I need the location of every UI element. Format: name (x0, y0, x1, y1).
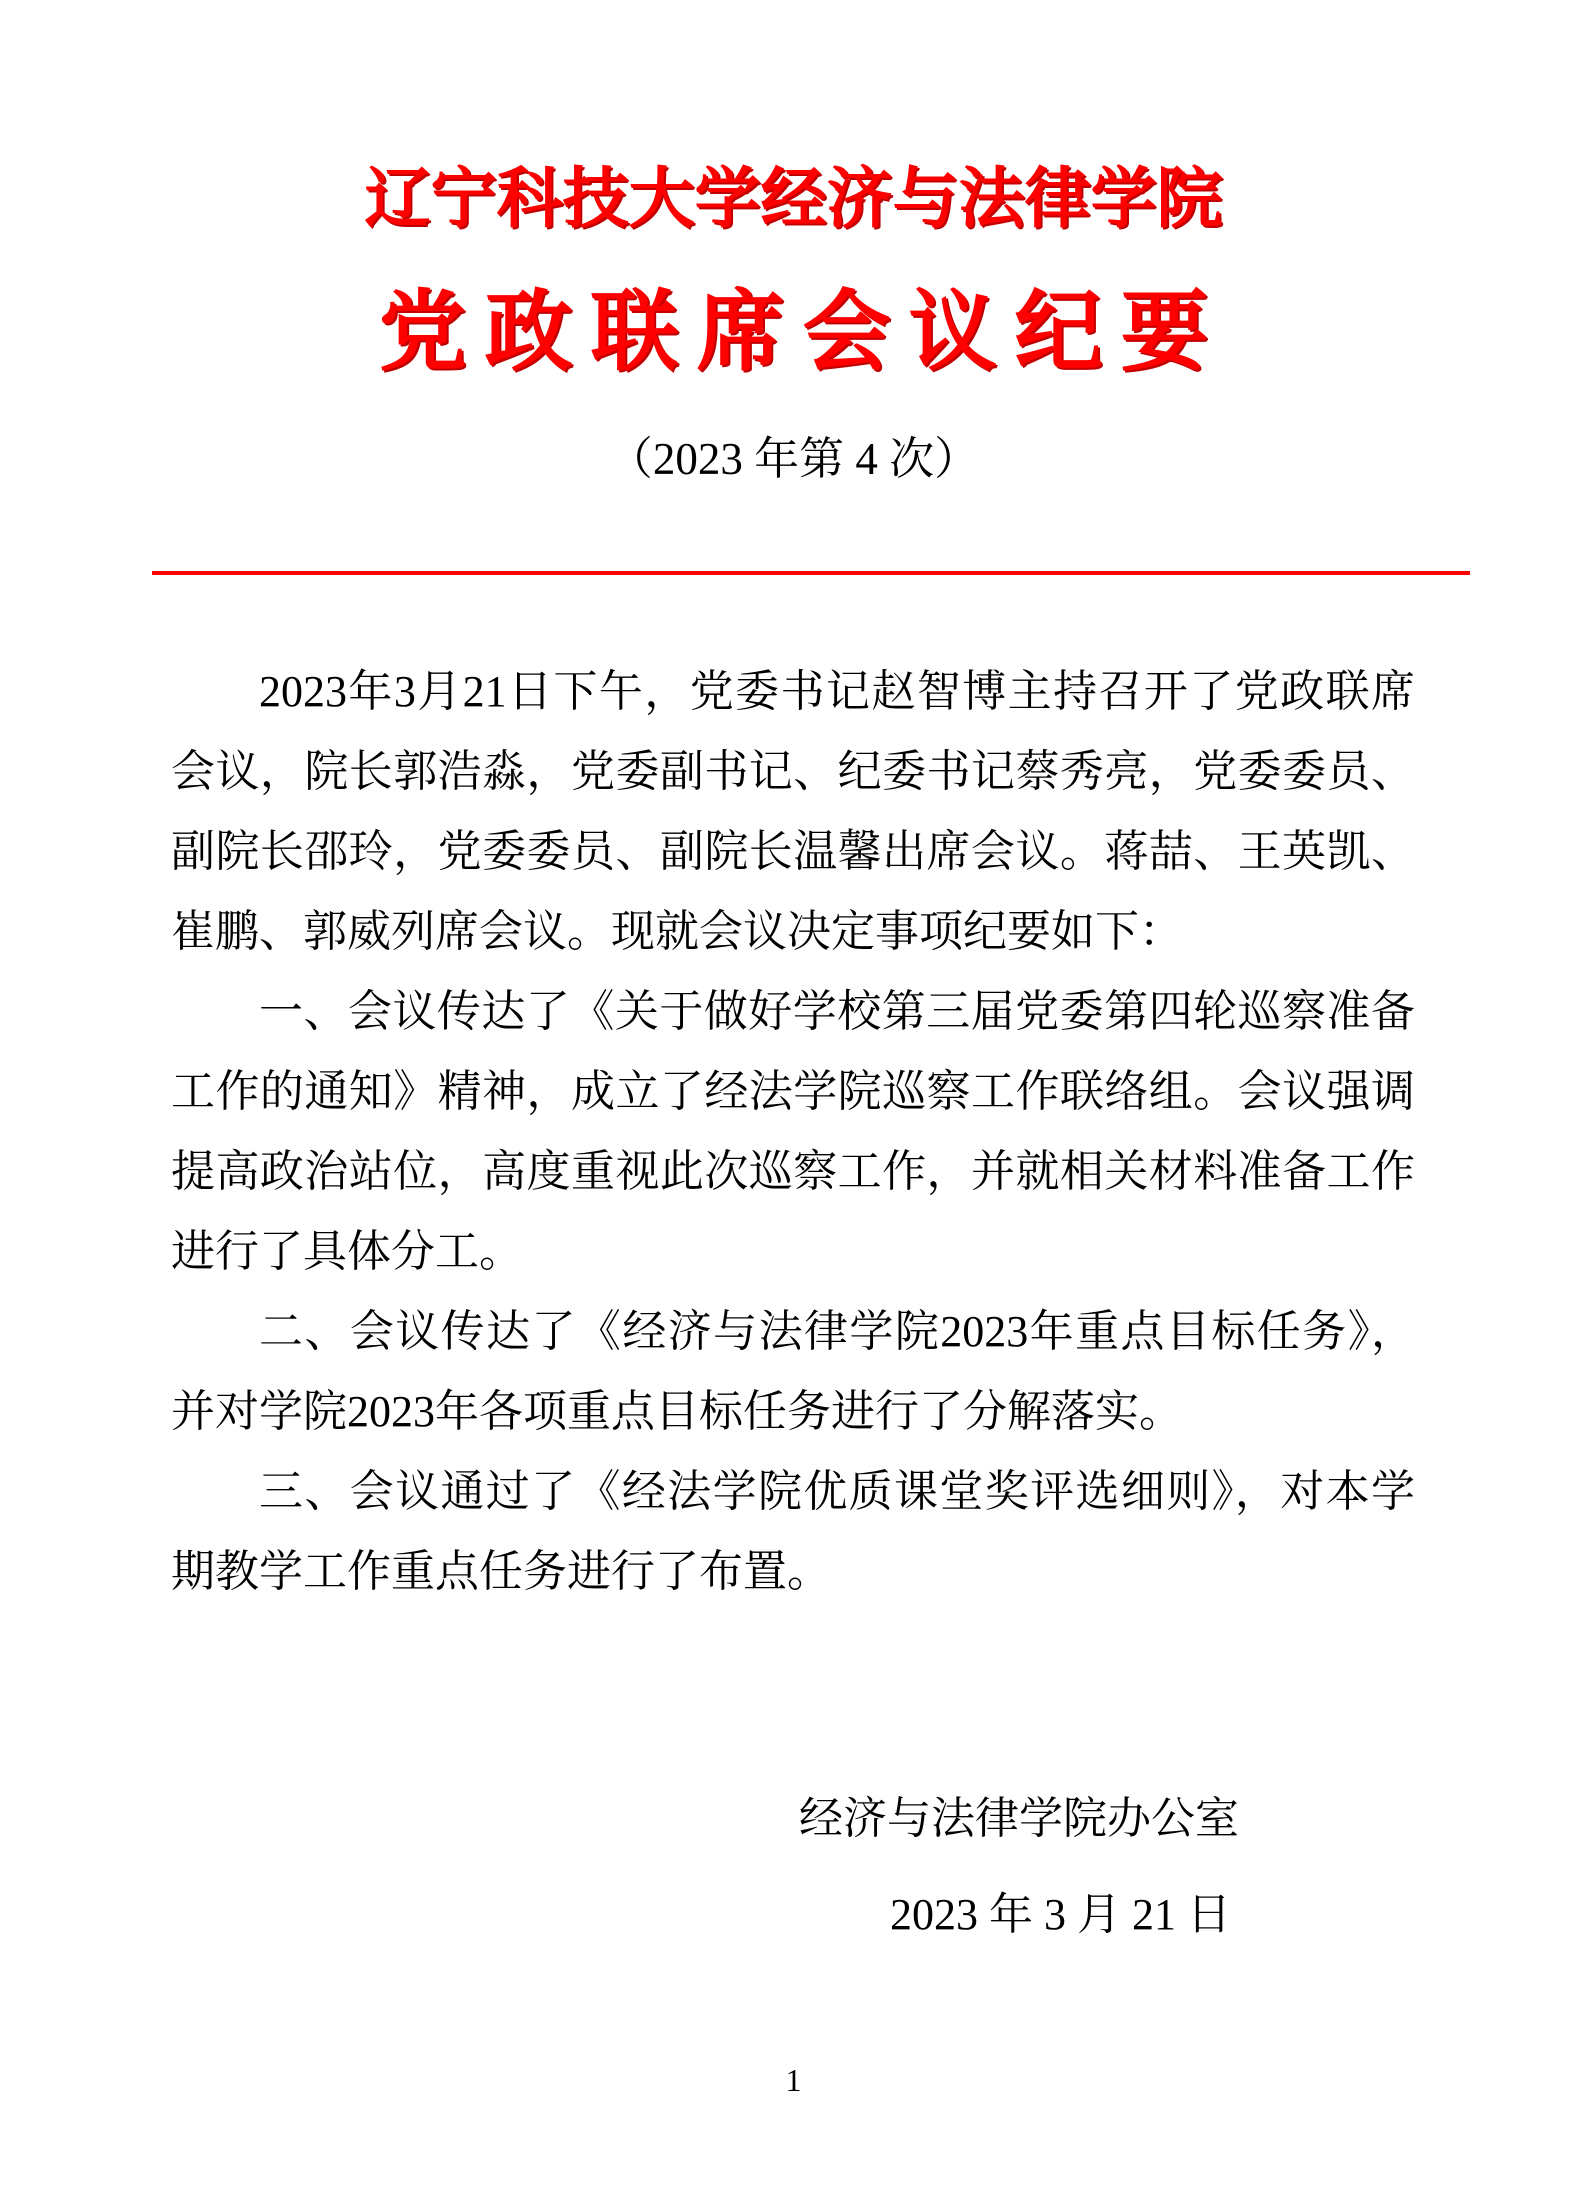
paragraph-item-3: 三、会议通过了《经法学院优质课堂奖评选细则》，对本学期教学工作重点任务进行了布置。 (171, 1467, 1415, 1596)
signature-date: 2023 年 3 月 21 日 (890, 1890, 1231, 1939)
title-divider-rule (152, 571, 1470, 575)
meeting-session-subtitle: （2023 年第 4 次） (607, 434, 980, 484)
signature-block (799, 1779, 1239, 1955)
paragraph-item-2: 二、会议传达了《经济与法律学院2023年重点目标任务》，并对学院2023年各项重点目标任务进行了分解落实。 (171, 1307, 1415, 1436)
paragraph-item-1: 一、会议传达了《关于做好学校第三届党委第四轮巡察准备工作的通知》精神，成立了经法学院巡察工作联络组。会议强调提高政治站位，高度重视此次巡察工作，并就相关材料准备工作进行了具体分工。 (171, 987, 1415, 1276)
signature-office: 经济与法律学院办公室 (799, 1794, 1239, 1843)
document-title-line1: 辽宁科技大学经济与法律学院 (364, 161, 1223, 235)
document-body (171, 652, 1415, 1612)
page-number: 1 (785, 2062, 802, 2098)
paragraph-intro: 2023年3月21日下午，党委书记赵智博主持召开了党政联席会议，院长郭浩淼，党委副书记、纪委书记蔡秀亮，党委委员、副院长邵玲，党委委员、副院长温馨出席会议。蒋喆、王英凯、崔鹏、郭威列席会议。现就会议决定事项纪要如下： (171, 667, 1415, 956)
document-title-line2: 党政联席会议纪要 (378, 282, 1227, 381)
